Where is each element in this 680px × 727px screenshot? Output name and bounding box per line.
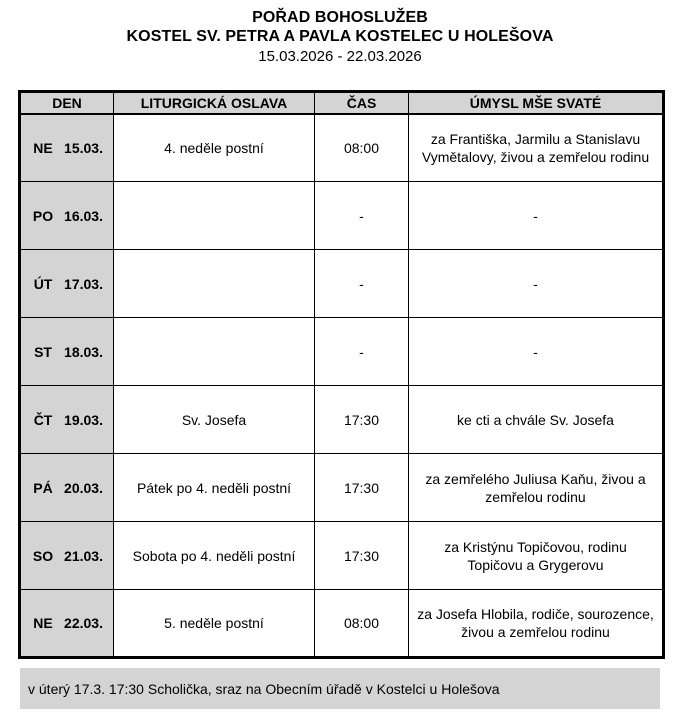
column-header-cas: ČAS <box>315 92 409 114</box>
day-date: 19.03. <box>64 411 103 428</box>
celebration-cell <box>114 250 315 318</box>
celebration-cell <box>114 318 315 386</box>
footer-note: v úterý 17.3. 17:30 Scholička, sraz na Obecním úřadě v Kostelci u Holešova <box>20 668 660 709</box>
mass-schedule-table <box>18 90 665 659</box>
column-header-liturgicka-oslava: LITURGICKÁ OSLAVA <box>114 92 315 114</box>
day-cell <box>20 454 114 522</box>
intention-cell: za Kristýnu Topičovou, rodinu Topičovu a Grygerovu <box>409 522 664 590</box>
celebration-cell: Pátek po 4. neděli postní <box>114 454 315 522</box>
table-row <box>20 318 664 386</box>
celebration-cell: Sv. Josefa <box>114 386 315 454</box>
intention-cell: - <box>409 250 664 318</box>
time-cell: - <box>315 250 409 318</box>
day-abbrev: PÁ <box>33 479 53 496</box>
intention-cell: za Josefa Hlobila, rodiče, sourozence, živou a zemřelou rodinu <box>409 590 664 658</box>
day-abbrev: ST <box>34 343 52 360</box>
day-date: 15.03. <box>64 139 103 156</box>
document-title: POŘAD BOHOSLUŽEB <box>252 9 428 26</box>
time-cell: 08:00 <box>315 590 409 658</box>
day-abbrev: NE <box>33 139 53 156</box>
table-row <box>20 386 664 454</box>
celebration-cell: 5. neděle postní <box>114 590 315 658</box>
intention-cell: ke cti a chvále Sv. Josefa <box>409 386 664 454</box>
intention-cell: za zemřelého Juliusa Kaňu, živou a zemřelou rodinu <box>409 454 664 522</box>
day-cell <box>20 522 114 590</box>
document-subtitle: KOSTEL SV. PETRA A PAVLA KOSTELEC U HOLEŠOVA <box>126 28 554 45</box>
table-row <box>20 182 664 250</box>
celebration-cell <box>114 182 315 250</box>
table-row <box>20 522 664 590</box>
day-cell <box>20 386 114 454</box>
time-cell: - <box>315 318 409 386</box>
day-abbrev: ÚT <box>33 275 53 292</box>
day-date: 21.03. <box>64 547 103 564</box>
day-date: 16.03. <box>64 207 103 224</box>
column-header-umysl-mse-svate: ÚMYSL MŠE SVATÉ <box>409 92 664 114</box>
intention-cell: za Františka, Jarmilu a Stanislavu Vymětalovy, živou a zemřelou rodinu <box>409 114 664 182</box>
table-row <box>20 590 664 658</box>
day-abbrev: NE <box>33 615 53 631</box>
intention-cell: - <box>409 318 664 386</box>
time-cell: - <box>315 182 409 250</box>
time-cell: 17:30 <box>315 454 409 522</box>
day-date: 18.03. <box>64 343 103 360</box>
intention-cell: - <box>409 182 664 250</box>
day-cell <box>20 590 114 658</box>
day-date: 17.03. <box>64 275 103 292</box>
table-row <box>20 454 664 522</box>
date-range: 15.03.2026 - 22.03.2026 <box>258 48 422 65</box>
time-cell: 17:30 <box>315 522 409 590</box>
day-cell <box>20 250 114 318</box>
day-abbrev: PO <box>32 207 54 224</box>
celebration-cell: 4. neděle postní <box>114 114 315 182</box>
column-header-den: DEN <box>20 92 114 114</box>
table-row <box>20 250 664 318</box>
day-abbrev: ČT <box>33 411 53 428</box>
day-cell <box>20 114 114 182</box>
time-cell: 17:30 <box>315 386 409 454</box>
day-cell <box>20 318 114 386</box>
document-header <box>0 0 680 67</box>
celebration-cell: Sobota po 4. neděli postní <box>114 522 315 590</box>
day-date: 22.03. <box>64 615 103 631</box>
table-header-row <box>20 92 664 114</box>
time-cell: 08:00 <box>315 114 409 182</box>
day-date: 20.03. <box>64 479 103 496</box>
day-abbrev: SO <box>32 547 54 564</box>
table-row <box>20 114 664 182</box>
day-cell <box>20 182 114 250</box>
